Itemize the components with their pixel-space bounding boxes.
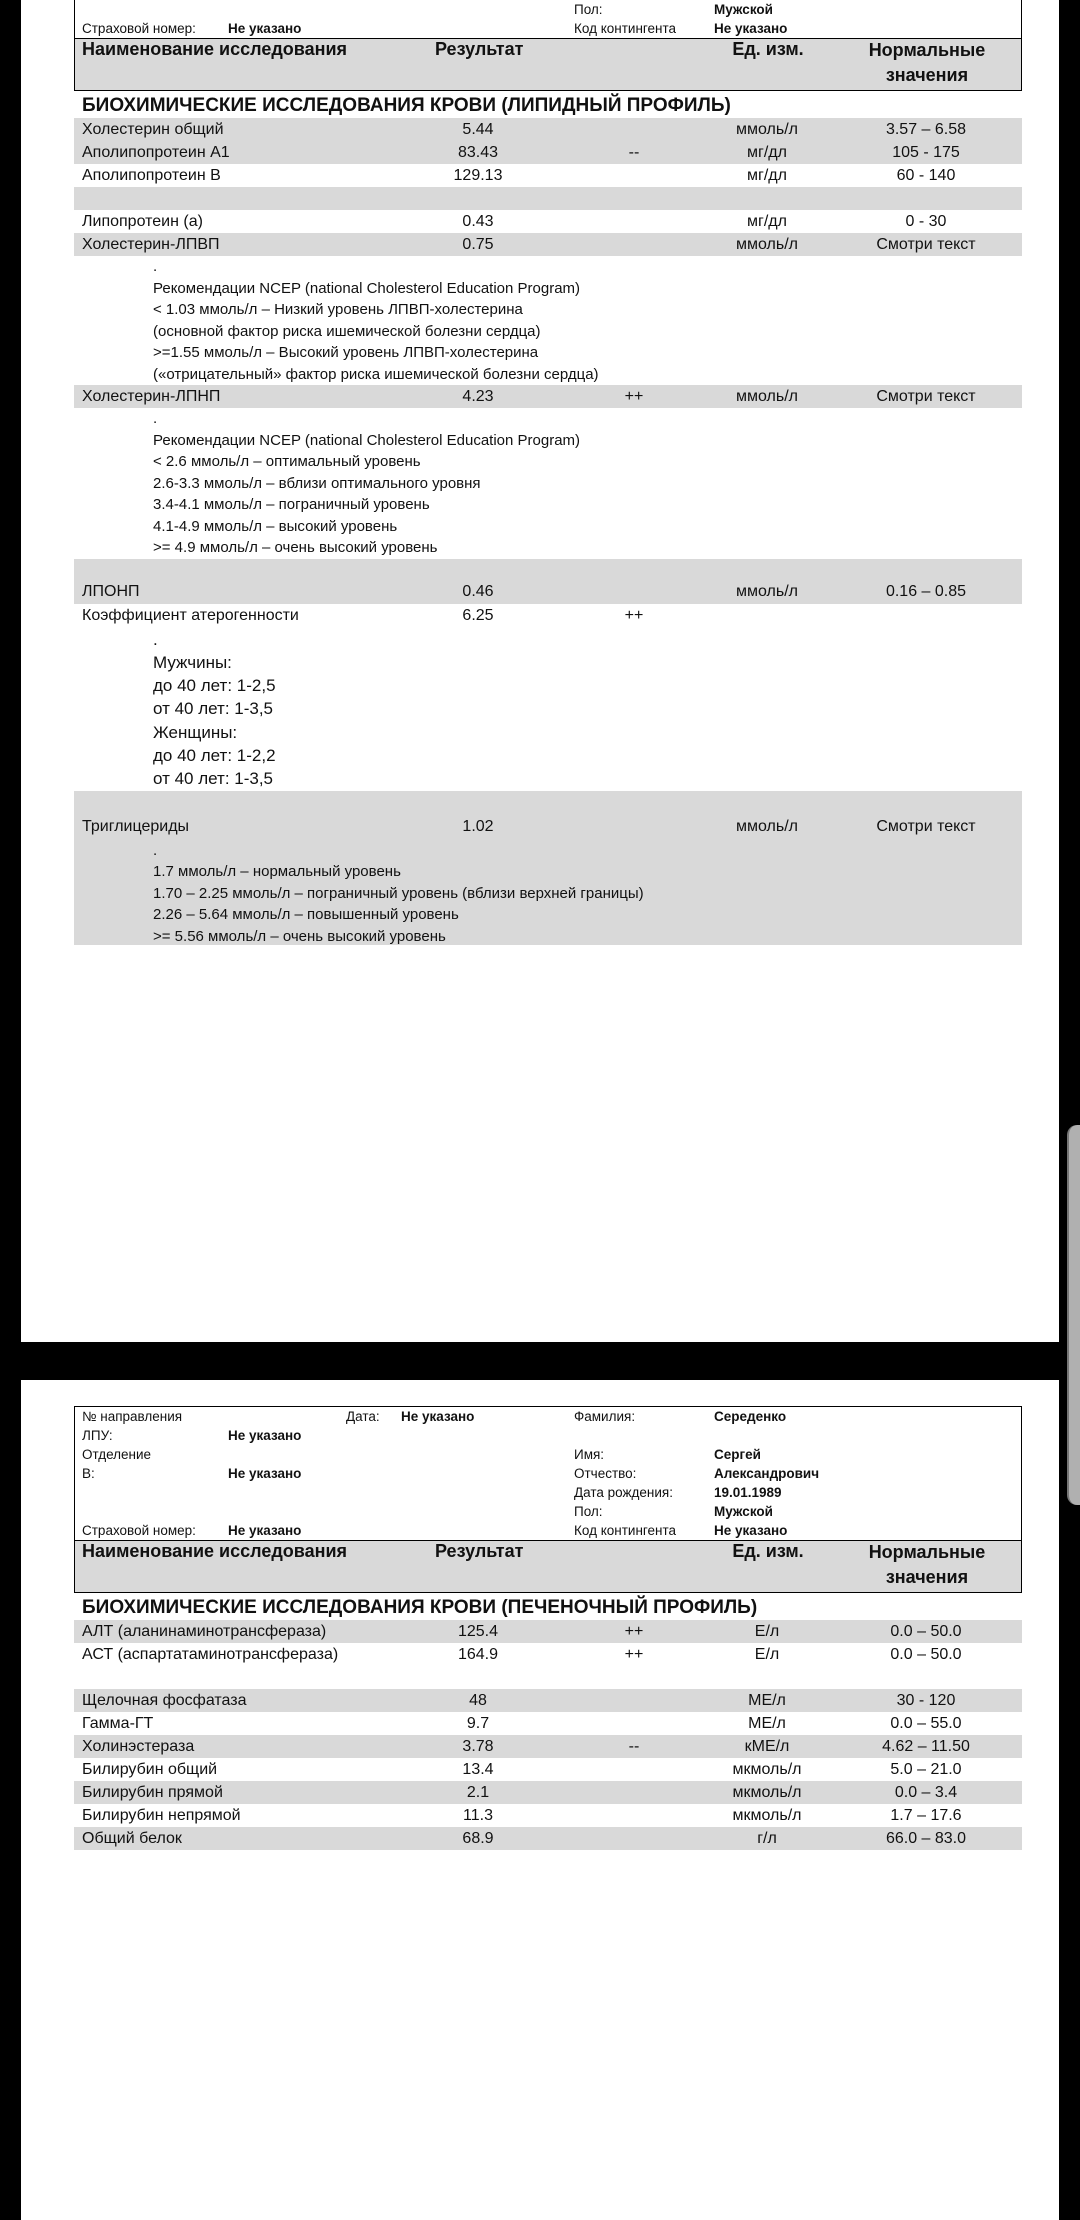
reference-range: 0.0 – 55.0 [890, 1715, 962, 1732]
reference-range: 66.0 – 83.0 [885, 1830, 967, 1847]
test-result: 125.4 [457, 1623, 499, 1640]
test-name: Холестерин-ЛПВП [82, 236, 220, 253]
note-line: 1.70 – 2.25 ммоль/л – пограничный уровень (вблизи верхней границы) [153, 884, 644, 902]
department-label: Отделение [82, 1447, 152, 1462]
table-row [74, 385, 1022, 408]
test-unit: МЕ/л [748, 1692, 786, 1709]
header-norm-line2: значения [885, 1567, 969, 1587]
header-result: Результат [435, 1541, 524, 1561]
lipid-table [74, 0, 1022, 945]
scrollbar-thumb[interactable] [1067, 1125, 1080, 1505]
table-row [74, 1620, 1022, 1643]
note-line: («отрицательный» фактор риска ишемической болезни сердца) [153, 365, 599, 383]
test-unit: мкмоль/л [732, 1761, 802, 1778]
header-result: Результат [435, 39, 524, 59]
surname-label: Фамилия: [574, 1409, 636, 1424]
note-line: < 1.03 ммоль/л – Низкий уровень ЛПВП-холестерина [153, 301, 523, 318]
table-row [74, 210, 1022, 233]
note-line: 2.6-3.3 ммоль/л – вблизи оптимального уровня [153, 474, 481, 492]
insurance-value: Не указано [228, 21, 302, 36]
test-name: Щелочная фосфатаза [82, 1692, 247, 1709]
test-result: 129.13 [453, 167, 503, 184]
gender-label: Пол: [574, 1504, 603, 1519]
section-title: БИОХИМИЧЕСКИЕ ИССЛЕДОВАНИЯ КРОВИ (ЛИПИДНЫЙ ПРОФИЛЬ) [82, 95, 731, 116]
gender-value: Мужской [714, 2, 773, 17]
note-line: 1.7 ммоль/л – нормальный уровень [153, 863, 401, 881]
header-unit: Ед. изм. [732, 39, 804, 59]
test-result: 164.9 [457, 1646, 499, 1663]
table-row [74, 1827, 1022, 1850]
insurance-value: Не указано [228, 1523, 302, 1538]
test-unit: МЕ/л [748, 1715, 786, 1732]
table-row [74, 164, 1022, 187]
result-flag: -- [628, 144, 640, 161]
table-row [74, 580, 1022, 603]
test-name: ЛПОНП [82, 582, 140, 600]
reference-range: 5.0 – 21.0 [890, 1761, 962, 1778]
table-row [74, 1804, 1022, 1827]
note-line: . [153, 258, 158, 275]
lpu-value: Не указано [228, 1428, 302, 1443]
insurance-label: Страховой номер: [82, 21, 196, 36]
insurance-label: Страховой номер: [82, 1523, 196, 1538]
reference-range: 4.62 – 11.50 [882, 1738, 970, 1755]
birth-date-value: 19.01.1989 [714, 1485, 782, 1500]
reference-range: 60 - 140 [896, 167, 956, 184]
test-unit: ммоль/л [736, 236, 798, 253]
test-result: 4.23 [462, 388, 494, 405]
date-value: Не указано [401, 1409, 475, 1424]
v-label: В: [82, 1466, 95, 1481]
test-result: 9.7 [466, 1715, 490, 1732]
result-flag: ++ [624, 1623, 644, 1640]
table-row [74, 1643, 1022, 1666]
test-result: 1.02 [462, 817, 494, 835]
reference-range: 105 - 175 [892, 144, 960, 161]
reference-range: 0.0 – 3.4 [894, 1784, 958, 1801]
report-page-1 [21, 0, 1059, 1342]
test-name: Гамма-ГТ [82, 1715, 154, 1732]
test-result: 68.9 [462, 1830, 494, 1847]
first-name-label: Имя: [574, 1447, 605, 1462]
test-unit: мг/дл [747, 144, 787, 161]
test-unit: Е/л [754, 1646, 780, 1663]
test-name: Билирубин непрямой [82, 1807, 241, 1824]
reference-range: Смотри текст [876, 236, 976, 253]
reference-range: Смотри текст [876, 817, 976, 835]
hdl-note [74, 256, 1022, 385]
test-unit: г/л [757, 1830, 777, 1847]
report-page-2 [21, 1380, 1059, 2220]
v-value: Не указано [228, 1466, 302, 1481]
test-unit: ммоль/л [736, 817, 798, 835]
note-line: Рекомендации NCEP (national Cholesterol Education Program) [153, 431, 581, 449]
contingent-value: Не указано [714, 1523, 788, 1538]
triglycerides-note [74, 840, 1022, 948]
note-line: < 2.6 ммоль/л – оптимальный уровень [153, 453, 421, 470]
note-line: >= 4.9 ммоль/л – очень высокий уровень [153, 539, 438, 556]
atherogenic-note [74, 628, 1022, 791]
header-norm-line2: значения [885, 65, 969, 85]
table-row [74, 1735, 1022, 1758]
test-result: 3.78 [462, 1738, 494, 1755]
test-name: Коэффициент атерогенности [82, 606, 299, 624]
reference-range: 30 - 120 [896, 1692, 956, 1709]
test-unit: ммоль/л [736, 582, 798, 600]
patronymic-label: Отчество: [574, 1466, 637, 1481]
patient-info-box [74, 1406, 1022, 1540]
test-unit: Е/л [754, 1623, 780, 1640]
note-line: >=1.55 ммоль/л – Высокий уровень ЛПВП-холестерина [153, 344, 539, 361]
gender-value: Мужской [714, 1504, 773, 1519]
test-unit: мг/дл [747, 167, 787, 184]
note-line: от 40 лет: 1-3,5 [153, 769, 274, 789]
note-line: >= 5.56 ммоль/л – очень высокий уровень [153, 927, 446, 945]
test-result: 13.4 [462, 1761, 494, 1778]
date-label: Дата: [346, 1409, 380, 1424]
test-result: 6.25 [462, 606, 494, 624]
first-name-value: Сергей [714, 1447, 761, 1462]
test-result: 11.3 [463, 1807, 493, 1824]
test-name: Аполипопротеин В [82, 167, 221, 184]
triglycerides-block [74, 791, 1022, 945]
result-flag: ++ [624, 388, 644, 405]
test-unit: мкмоль/л [732, 1784, 802, 1801]
surname-value: Середенко [714, 1409, 787, 1424]
test-name: Холинэстераза [82, 1738, 195, 1755]
test-result: 48 [469, 1692, 487, 1709]
test-result: 0.75 [462, 236, 494, 253]
ldl-note [74, 408, 1022, 559]
section-title: БИОХИМИЧЕСКИЕ ИССЛЕДОВАНИЯ КРОВИ (ПЕЧЕНОЧНЫЙ ПРОФИЛЬ) [82, 1597, 758, 1618]
table-row [74, 1712, 1022, 1735]
referral-label: № направления [82, 1409, 183, 1424]
test-name: Триглицериды [82, 817, 190, 835]
test-unit: кМЕ/л [744, 1738, 790, 1755]
contingent-label: Код контингента [574, 1523, 677, 1538]
reference-range: 0 - 30 [905, 213, 947, 230]
test-name: Липопротеин (а) [82, 213, 203, 230]
header-norm-line1: Нормальные [868, 1542, 986, 1562]
birth-date-label: Дата рождения: [574, 1485, 673, 1500]
test-name: Билирубин прямой [82, 1784, 223, 1801]
note-line: Мужчины: [153, 652, 232, 672]
reference-range: 0.0 – 50.0 [890, 1623, 962, 1640]
reference-range: 3.57 – 6.58 [885, 121, 967, 138]
header-unit: Ед. изм. [732, 1541, 804, 1561]
result-flag: ++ [624, 606, 644, 624]
test-unit: ммоль/л [736, 388, 798, 405]
note-line: 3.4-4.1 ммоль/л – пограничный уровень [153, 496, 430, 513]
note-line: до 40 лет: 1-2,2 [153, 745, 276, 765]
result-flag: -- [628, 1738, 640, 1755]
table-row [74, 187, 1022, 210]
liver-table [74, 1406, 1022, 1850]
note-line: до 40 лет: 1-2,5 [153, 676, 276, 696]
test-result: 0.46 [462, 582, 494, 600]
contingent-value: Не указано [714, 21, 788, 36]
table-header [74, 1540, 1022, 1593]
table-row [74, 1758, 1022, 1781]
reference-range: Смотри текст [876, 388, 976, 405]
table-row [74, 1781, 1022, 1804]
test-unit: мкмоль/л [732, 1807, 802, 1824]
note-line: 2.26 – 5.64 ммоль/л – повышенный уровень [153, 906, 459, 924]
result-flag: ++ [624, 1646, 644, 1663]
gender-label: Пол: [574, 2, 603, 17]
header-name: Наименование исследования [82, 1541, 348, 1561]
note-line: от 40 лет: 1-3,5 [153, 699, 274, 719]
test-unit: ммоль/л [736, 121, 798, 138]
table-row [74, 815, 1022, 840]
note-line: Женщины: [153, 722, 238, 742]
note-line: Рекомендации NCEP (national Cholesterol Education Program) [153, 279, 581, 297]
table-row [74, 1689, 1022, 1712]
table-row [74, 141, 1022, 164]
table-row [74, 1666, 1022, 1689]
vldl-block [74, 559, 1022, 604]
table-row [74, 233, 1022, 256]
test-unit: мг/дл [747, 213, 787, 230]
test-name: Аполипопротеин А1 [82, 144, 230, 161]
reference-range: 0.16 – 0.85 [885, 582, 967, 600]
contingent-label: Код контингента [574, 21, 677, 36]
table-row [74, 118, 1022, 141]
table-row [74, 604, 1022, 628]
reference-range: 1.7 – 17.6 [890, 1807, 962, 1824]
test-result: 83.43 [457, 144, 499, 161]
test-name: Холестерин-ЛПНП [82, 388, 221, 405]
test-name: Общий белок [82, 1830, 182, 1847]
test-result: 2.1 [466, 1784, 490, 1801]
lpu-label: ЛПУ: [82, 1428, 113, 1443]
note-line: . [153, 629, 158, 649]
test-name: Холестерин общий [82, 121, 224, 138]
patient-info-box [74, 0, 1022, 38]
test-result: 0.43 [462, 213, 494, 230]
test-result: 5.44 [462, 121, 494, 138]
patronymic-value: Александрович [714, 1466, 820, 1481]
header-norm-line1: Нормальные [868, 40, 986, 60]
test-name: Билирубин общий [82, 1761, 218, 1778]
reference-range: 0.0 – 50.0 [890, 1646, 962, 1663]
test-name: АСТ (аспартатаминотрансфераза) [82, 1646, 339, 1663]
test-name: АЛТ (аланинаминотрансфераза) [82, 1623, 327, 1640]
note-line: (основной фактор риска ишемической болезни сердца) [153, 322, 541, 340]
note-line: . [153, 410, 158, 427]
note-line: 4.1-4.9 ммоль/л – высокий уровень [153, 517, 398, 535]
note-line: . [153, 841, 158, 859]
header-name: Наименование исследования [82, 39, 348, 59]
table-header [74, 38, 1022, 91]
